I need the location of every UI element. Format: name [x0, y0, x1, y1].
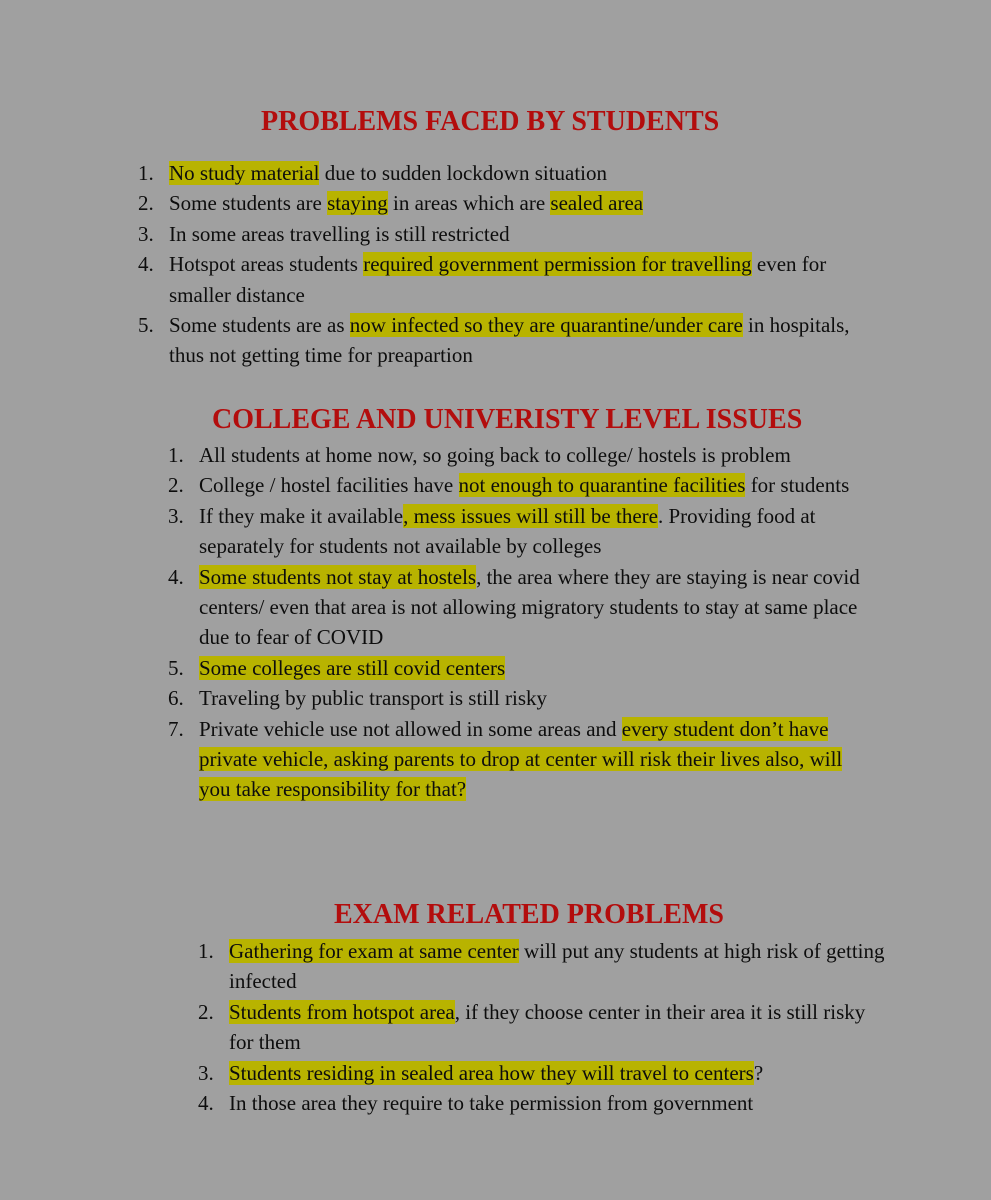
plain-text: Traveling by public transport is still risky — [199, 686, 548, 711]
list-item — [198, 997, 886, 1058]
list-item — [168, 470, 868, 500]
list-item-number: 2. — [168, 473, 184, 498]
list-item — [168, 562, 868, 653]
list-item-text — [199, 473, 849, 497]
list-item — [198, 936, 886, 997]
list-item-text — [229, 1091, 753, 1115]
section-heading: COLLEGE AND UNIVERISTY LEVEL ISSUES — [212, 404, 803, 435]
list-item-number: 3. — [168, 503, 184, 528]
highlighted-text: Some students not stay at hostels — [199, 564, 477, 589]
highlighted-text: Students residing in sealed area how they will travel to centers — [229, 1060, 754, 1085]
list-item-number: 4. — [168, 564, 184, 589]
plain-text: Hotspot areas students — [169, 252, 364, 277]
list-item — [168, 714, 868, 805]
highlighted-text: not enough to quarantine facilities — [458, 473, 746, 498]
section-heading: PROBLEMS FACED BY STUDENTS — [261, 106, 720, 137]
list-item — [138, 188, 873, 218]
plain-text: for students — [745, 473, 850, 498]
list-item — [168, 653, 868, 683]
list-item — [138, 310, 873, 371]
plain-text: will put any students at high risk of getting infected — [229, 939, 885, 994]
list-item-text — [169, 252, 826, 306]
highlighted-text: now infected so they are quarantine/under care — [349, 313, 743, 338]
list-item-text — [169, 161, 607, 185]
list-item — [138, 158, 873, 188]
highlighted-text: Students from hotspot area — [229, 999, 455, 1024]
list-item-number: 6. — [168, 686, 184, 711]
list-item-number: 2. — [198, 999, 214, 1024]
list-item — [168, 683, 868, 713]
list-item-text — [229, 1061, 763, 1085]
plain-text: even for smaller distance — [169, 252, 827, 307]
plain-text: Some students are — [169, 191, 328, 216]
list-item — [138, 249, 873, 310]
list-item-text — [169, 222, 510, 246]
plain-text: in hospitals, thus not getting time for preapartion — [169, 313, 850, 368]
plain-text: in areas which are — [387, 191, 551, 216]
list-item-number: 7. — [168, 716, 184, 741]
highlighted-text: , mess issues will still be there — [403, 503, 658, 528]
plain-text: In those area they require to take permission from government — [229, 1091, 754, 1116]
plain-text: , if they choose center in their area it is still risky for them — [229, 999, 866, 1055]
plain-text: , the area where they are staying is near covid centers/ even that area is not allowing migratory students to stay at same place due to fear of COVID — [199, 564, 860, 650]
list-item-text — [169, 191, 643, 215]
highlighted-text: No study material — [169, 161, 320, 185]
list-item-number: 1. — [198, 939, 214, 963]
highlighted-text: Some colleges are still covid centers — [199, 655, 506, 680]
list-item-number: 4. — [138, 252, 154, 277]
plain-text: All students at home now, so going back to college/ hostels is problem — [199, 443, 791, 467]
highlighted-text: Gathering for exam at same center — [229, 939, 519, 963]
list-item-text — [199, 717, 842, 802]
plain-text: . Providing food at separately for students not available by colleges — [199, 503, 816, 559]
list-item-text — [229, 1000, 865, 1054]
list-item-text — [199, 686, 547, 710]
highlighted-text: every student don’t have private vehicle, asking parents to drop at center will risk their lives also, will you take responsibility for that? — [199, 716, 843, 802]
plain-text: College / hostel facilities have — [199, 473, 459, 498]
list-item-number: 5. — [138, 313, 154, 338]
list-item — [168, 501, 868, 562]
plain-text: due to sudden lockdown situation — [319, 161, 608, 185]
list-item-number: 4. — [198, 1091, 214, 1116]
list-item-text — [199, 565, 860, 650]
plain-text: Some students are as — [169, 313, 350, 338]
highlighted-text: sealed area — [550, 191, 644, 216]
list-item — [138, 219, 873, 249]
list-item-text — [199, 656, 505, 680]
problem-list — [168, 440, 868, 805]
list-item — [168, 440, 868, 470]
plain-text: ? — [753, 1060, 764, 1085]
list-item-number: 1. — [168, 443, 184, 467]
list-item-text — [169, 313, 850, 367]
plain-text: Private vehicle use not allowed in some areas and — [199, 716, 622, 741]
list-item-number: 5. — [168, 655, 184, 680]
list-item-text — [199, 504, 815, 558]
list-item-number: 1. — [138, 161, 154, 185]
highlighted-text: required government permission for travelling — [363, 252, 752, 277]
list-item-number: 3. — [138, 221, 154, 246]
plain-text: In some areas travelling is still restricted — [169, 221, 510, 246]
plain-text: If they make it available — [199, 503, 404, 528]
problem-list — [138, 158, 873, 371]
highlighted-text: staying — [327, 191, 388, 216]
list-item-text — [199, 443, 791, 467]
problem-list — [198, 936, 886, 1118]
list-item-number: 3. — [198, 1060, 214, 1085]
list-item — [198, 1088, 886, 1118]
list-item-number: 2. — [138, 191, 154, 216]
section-heading: EXAM RELATED PROBLEMS — [334, 899, 724, 930]
list-item-text — [229, 939, 885, 993]
list-item — [198, 1058, 886, 1088]
